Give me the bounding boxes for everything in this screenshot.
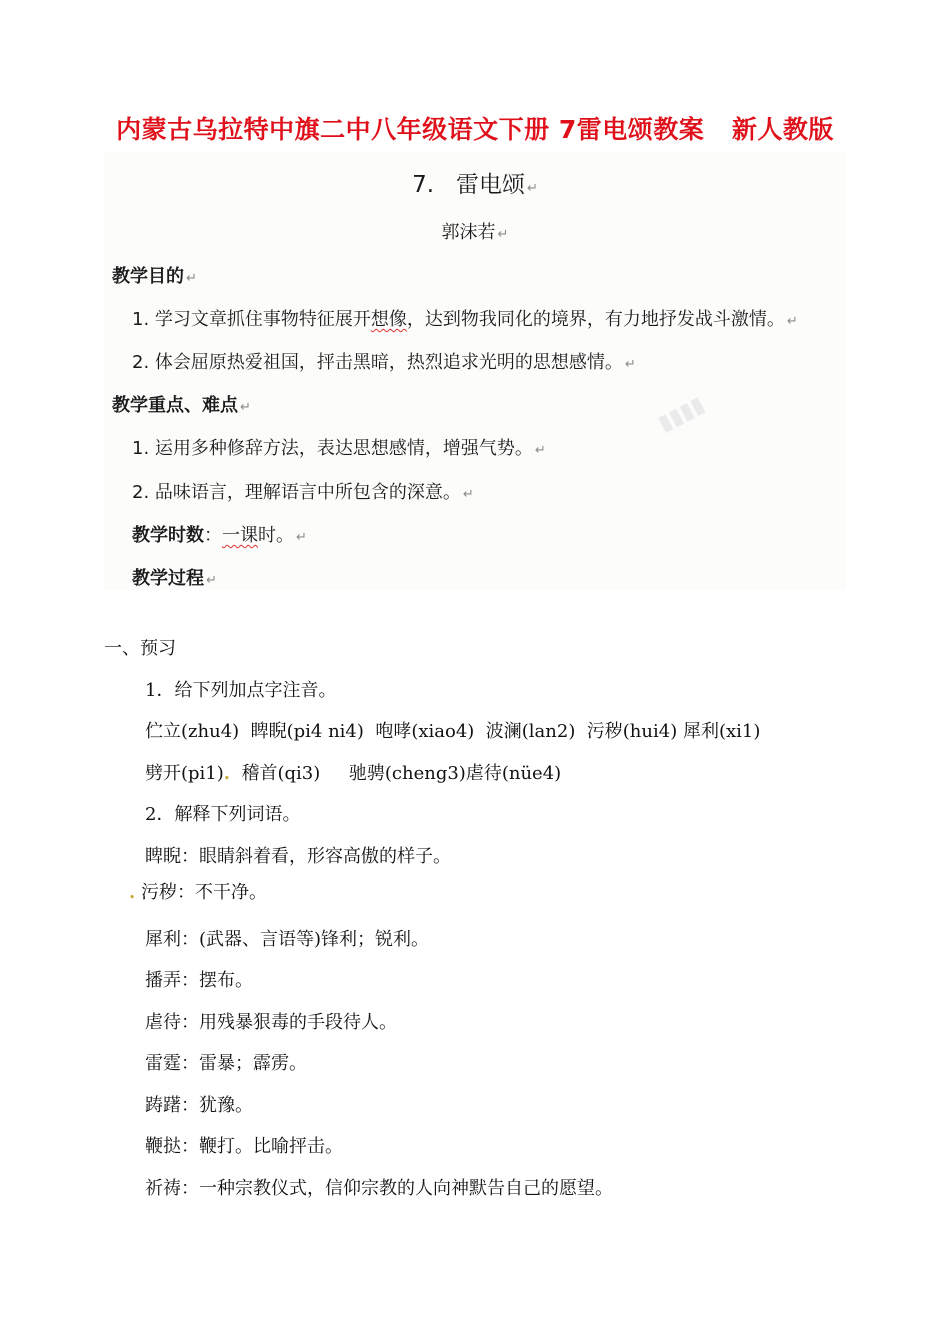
pinyin-line: 伫立(zhu4) 睥睨(pi4 ni4) 咆哮(xiao4) 波澜(lan2) 污秽(hui4) 犀利(xi1) bbox=[145, 721, 761, 742]
lesson-title: 7. 雷电颂 ↵ bbox=[412, 172, 538, 198]
return-mark-icon: ↵ bbox=[526, 181, 538, 196]
definition-item: 播弄：摆布。 bbox=[145, 970, 253, 991]
watermark: ▮▮▮▮ bbox=[654, 392, 709, 437]
key-point-item: 1. 运用多种修辞方法，表达思想感情，增强气势。 ↵ bbox=[132, 438, 546, 459]
author: 郭沫若 ↵ bbox=[441, 222, 509, 243]
return-mark-icon: ↵ bbox=[497, 227, 509, 242]
return-mark-icon: ↵ bbox=[624, 357, 636, 372]
definition-item: 鞭挞：鞭打。比喻抨击。 bbox=[145, 1136, 343, 1157]
goal-item: 1. 学习文章抓住事物特征展开想像，达到物我同化的境界，有力地抒发战斗激情。 ↵ bbox=[132, 309, 798, 330]
return-mark-icon: ↵ bbox=[462, 487, 474, 502]
key-point-item: 2. 品味语言，理解语言中所包含的深意。 ↵ bbox=[132, 482, 474, 503]
task-heading: 1．给下列加点字注音。 bbox=[145, 680, 337, 701]
definition-item: 祈祷：一种宗教仪式，信仰宗教的人向神默告自己的愿望。 bbox=[145, 1178, 613, 1199]
definition-item: . 污秽：不干净。 bbox=[129, 882, 268, 903]
return-mark-icon: ↵ bbox=[786, 314, 798, 329]
definition-item: 雷霆：雷暴；霹雳。 bbox=[145, 1053, 307, 1074]
return-mark-icon: ↵ bbox=[206, 573, 217, 588]
return-mark-icon: ↵ bbox=[240, 400, 251, 415]
process-heading: 教学过程 ↵ bbox=[132, 568, 217, 589]
definition-item: 踌躇：犹豫。 bbox=[145, 1095, 253, 1116]
return-mark-icon: ↵ bbox=[186, 271, 197, 286]
section-heading: 一、预习 bbox=[104, 638, 176, 659]
definition-item: 虐待：用残暴狠毒的手段待人。 bbox=[145, 1012, 397, 1033]
goals-heading: 教学目的 ↵ bbox=[112, 266, 197, 287]
embedded-textbook-screenshot bbox=[104, 152, 846, 590]
class-hours: 教学时数：一课时。 ↵ bbox=[132, 525, 307, 546]
definition-item: 睥睨：眼睛斜着看，形容高傲的样子。 bbox=[145, 846, 451, 867]
task-heading: 2．解释下列词语。 bbox=[145, 804, 301, 825]
pinyin-line: 劈开(pi1). 稽首(qi3) 驰骋(cheng3)虐待(nüe4) bbox=[145, 763, 562, 784]
document-title: 内蒙古乌拉特中旗二中八年级语文下册 7雷电颂教案 新人教版 bbox=[116, 115, 834, 144]
return-mark-icon: ↵ bbox=[296, 530, 307, 545]
definition-item: 犀利：(武器、言语等)锋利；锐利。 bbox=[145, 929, 430, 950]
return-mark-icon: ↵ bbox=[534, 443, 546, 458]
key-points-heading: 教学重点、难点 ↵ bbox=[112, 395, 251, 416]
goal-item: 2. 体会屈原热爱祖国，抨击黑暗，热烈追求光明的思想感情。 ↵ bbox=[132, 352, 636, 373]
